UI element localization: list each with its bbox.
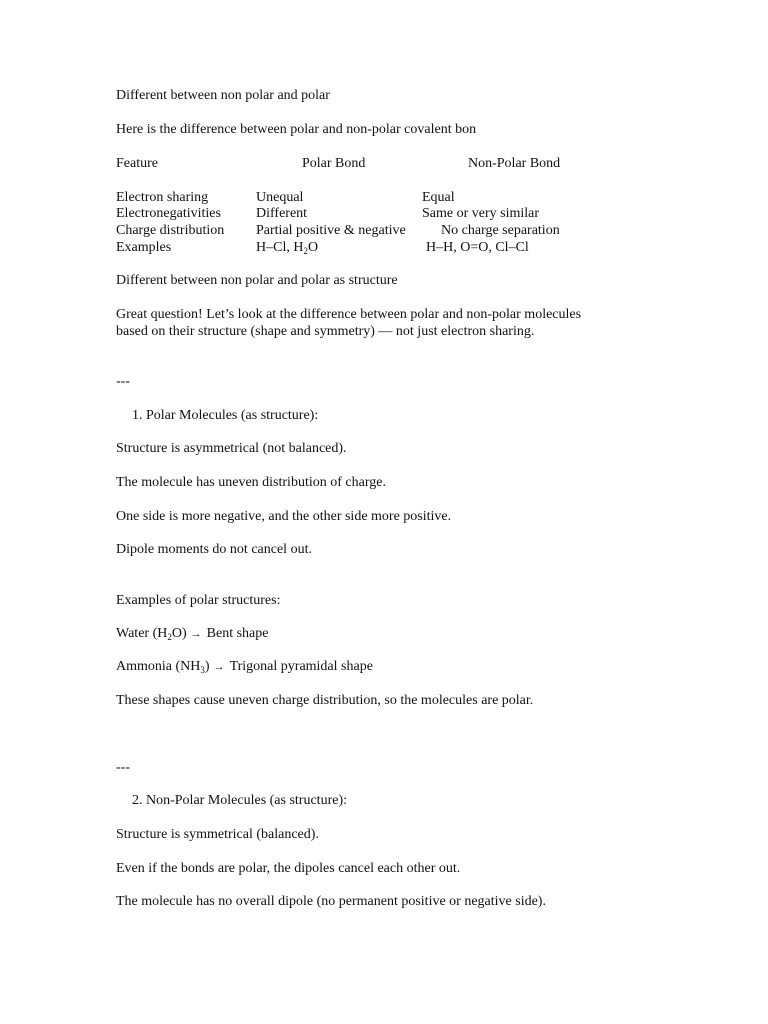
table-cell-nonpolar: H–H, O=O, Cl–Cl (426, 240, 529, 255)
great-question-line: based on their structure (shape and symmetry) — not just electron sharing. (116, 324, 535, 339)
formula-text: ) (204, 659, 210, 674)
section-heading-nonpolar: 2. Non-Polar Molecules (as structure): (132, 793, 347, 808)
formula-text: Water (H (116, 626, 168, 641)
structure-heading: Different between non polar and polar as structure (116, 273, 398, 288)
table-cell-feature: Electron sharing (116, 190, 209, 205)
shape-text: Bent shape (206, 626, 269, 641)
subscript: 2 (303, 246, 308, 256)
polar-point: Dipole moments do not cancel out. (116, 542, 312, 557)
right-arrow-icon: → (190, 628, 202, 640)
table-cell-feature: Examples (116, 240, 172, 255)
formula-text: O) (171, 626, 187, 641)
polar-point: The molecule has uneven distribution of charge. (116, 475, 386, 490)
formula-text: Ammonia (NH (116, 659, 201, 674)
right-arrow-icon: → (213, 661, 225, 673)
table-cell-nonpolar: No charge separation (441, 223, 560, 238)
formula-text: H–Cl, H (256, 240, 304, 255)
table-cell-feature: Electronegativities (116, 206, 221, 221)
table-cell-feature: Charge distribution (116, 223, 225, 238)
table-cell-nonpolar: Same or very similar (422, 206, 540, 221)
nonpolar-point: Structure is symmetrical (balanced). (116, 827, 319, 842)
example-ammonia (116, 658, 373, 676)
table-header-polar: Polar Bond (302, 156, 366, 171)
polar-conclusion: These shapes cause uneven charge distribution, so the molecules are polar. (116, 693, 534, 708)
examples-heading: Examples of polar structures: (116, 593, 281, 608)
table-cell-polar: Different (256, 206, 308, 221)
polar-point: Structure is asymmetrical (not balanced). (116, 441, 347, 456)
table-cell-polar (256, 239, 318, 256)
table-cell-polar: Partial positive & negative (256, 223, 406, 238)
nonpolar-point: The molecule has no overall dipole (no permanent positive or negative side). (116, 894, 546, 909)
great-question-line: Great question! Let’s look at the difference between polar and non-polar molecules (116, 307, 582, 322)
section-divider: --- (116, 760, 130, 775)
table-cell-polar: Unequal (256, 190, 304, 205)
intro-text: Here is the difference between polar and non-polar covalent bon (116, 122, 477, 137)
example-water (116, 625, 268, 643)
table-cell-nonpolar: Equal (422, 190, 455, 205)
subscript: 2 (167, 632, 172, 642)
table-header-feature: Feature (116, 156, 158, 171)
nonpolar-point: Even if the bonds are polar, the dipoles cancel each other out. (116, 861, 461, 876)
table-header-nonpolar: Non-Polar Bond (468, 156, 561, 171)
subscript: 3 (200, 665, 205, 675)
shape-text: Trigonal pyramidal shape (229, 659, 373, 674)
document-title: Different between non polar and polar (116, 88, 330, 103)
polar-point: One side is more negative, and the other side more positive. (116, 509, 452, 524)
section-divider: --- (116, 374, 130, 389)
section-heading-polar: 1. Polar Molecules (as structure): (132, 408, 319, 423)
formula-text: O (307, 240, 319, 255)
